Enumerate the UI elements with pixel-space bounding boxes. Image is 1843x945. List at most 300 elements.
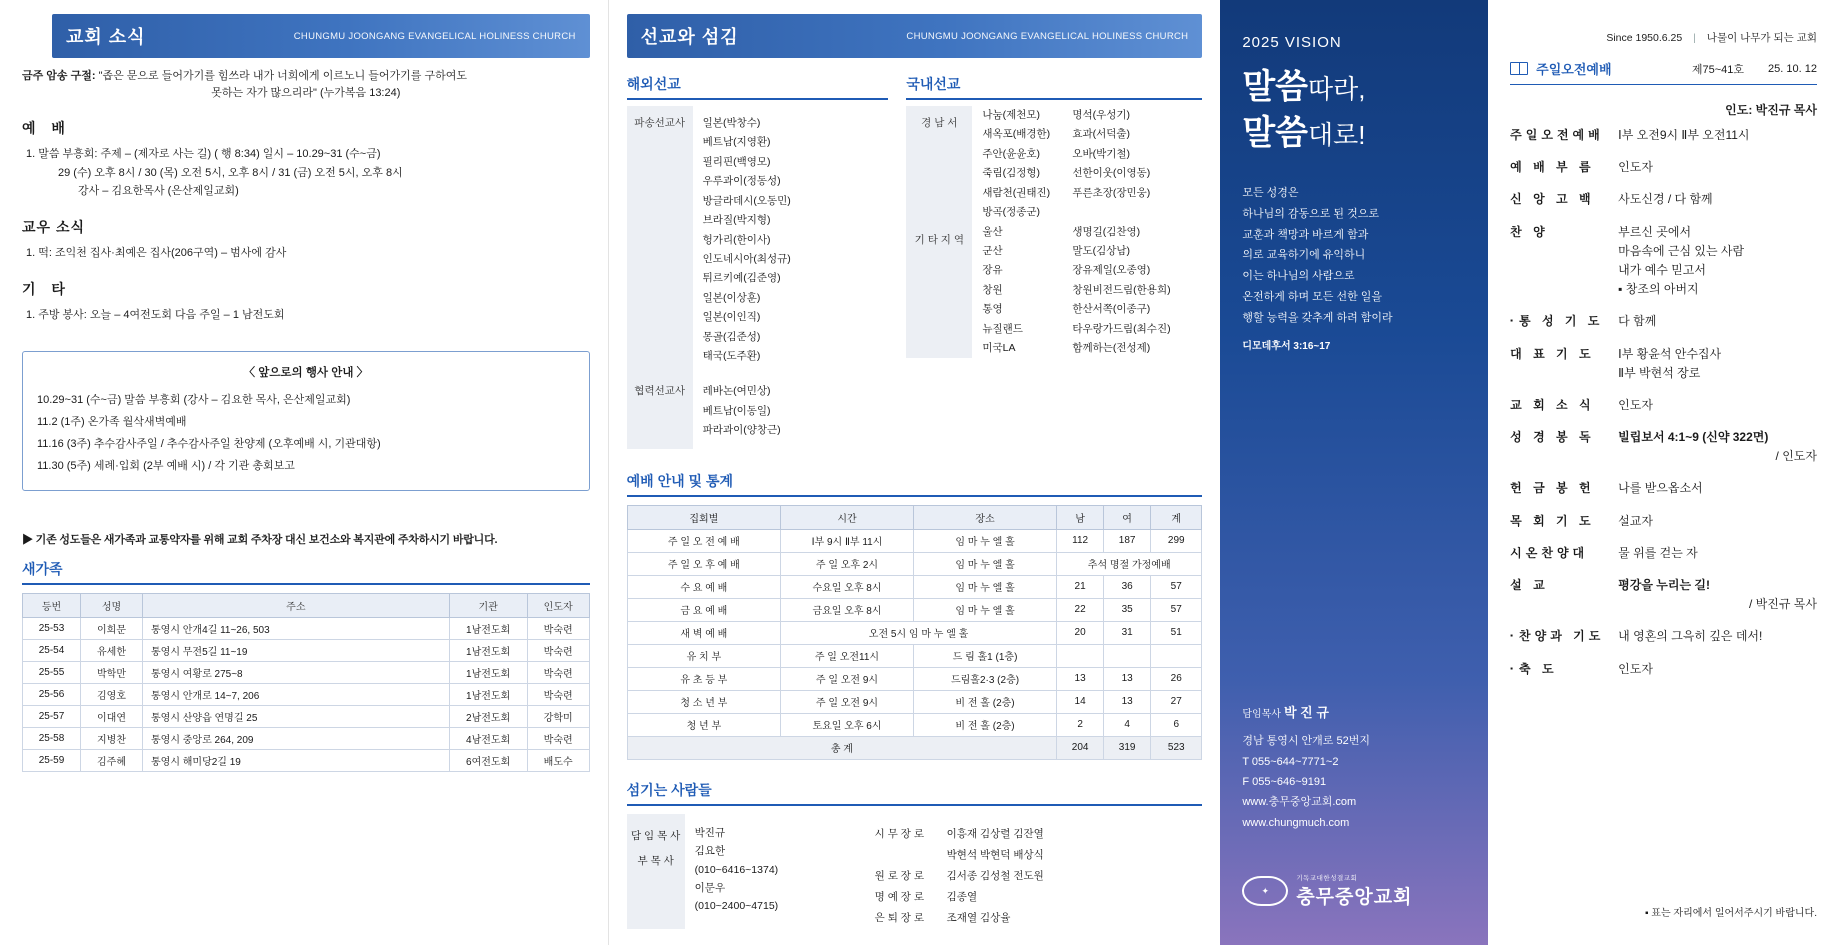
worship-head: 예 배 (22, 120, 71, 137)
cell-guide: 배도수 (527, 749, 589, 771)
verse-text-2: 못하는 자가 많으리라" (누가복음 13:24) (211, 87, 401, 100)
table-header-row (23, 593, 590, 617)
list-item: 방글라데시(오동민) (702, 194, 791, 207)
cell-name: 김주혜 (81, 749, 143, 771)
order-value: Ⅰ부 오전9시 Ⅱ부 오전11시 (1618, 128, 1750, 142)
cell-total: 299 (1151, 529, 1202, 552)
order-label: 시온찬양대 (1510, 545, 1589, 560)
block-etc (22, 279, 590, 325)
overseas-head: 해외선교 (627, 74, 889, 100)
order-item-choir (1510, 544, 1817, 563)
issue-date: 25. 10. 12 (1768, 62, 1817, 75)
cell-group: 2남전도회 (449, 705, 527, 727)
order-label: 찬양과 기도 (1519, 629, 1605, 644)
scripture-line: 모든 성경은 (1242, 186, 1299, 199)
cell-female: 31 (1104, 621, 1151, 644)
cell-female: 36 (1104, 575, 1151, 598)
order-label-wrap (1510, 660, 1618, 677)
order-item-sermon (1510, 576, 1817, 614)
mission-panes (627, 74, 1203, 449)
church-logo (1242, 873, 1412, 909)
order-value-wrap (1618, 312, 1817, 331)
church-tel: T 055~644~7771~2 (1242, 755, 1339, 768)
section-title-ko: 교회 소식 (66, 27, 146, 47)
scripture-line: 교훈과 책망과 바르게 함과 (1242, 228, 1369, 241)
cell-guide: 박숙련 (527, 661, 589, 683)
value-senior-elder: 김서종 김성철 전도원 (946, 869, 1044, 882)
verse-label: 금주 암송 구절: (22, 70, 96, 82)
service-title: 주일오전예배 (1536, 62, 1612, 77)
cell-total: 6 (1151, 713, 1202, 736)
stats-head: 예배 안내 및 통계 (627, 471, 1203, 497)
label-retired-elder: 은 퇴 장 로 (874, 911, 924, 924)
cell-address: 통영시 안개4길 11~26, 503 (143, 617, 450, 639)
value-senior-pastor: 박진규 (694, 826, 726, 839)
order-value: 내 영혼의 그윽히 깊은 데서! (1618, 629, 1763, 644)
list-item: 일본(이인직) (702, 311, 761, 324)
order-value: 나를 받으옵소서 (1618, 481, 1703, 496)
cell-group: 1남전도회 (449, 617, 527, 639)
elder-labels (875, 824, 947, 929)
order-value: 사도신경 / 다 함께 (1618, 192, 1713, 207)
cell-total: 51 (1151, 621, 1202, 644)
list-item: 푸른초장(장민웅) (1072, 186, 1151, 199)
cell-female: 187 (1104, 529, 1151, 552)
order-label: 대 표 기 도 (1510, 346, 1595, 361)
order-value: 설교자 (1618, 513, 1653, 528)
list-item: 장유제일(오종영) (1072, 264, 1151, 277)
order-subvalue: ▪ 창조의 아버지 (1618, 282, 1699, 297)
elder-values (947, 824, 1044, 929)
order-value: 물 위를 걷는 자 (1618, 545, 1698, 560)
cell-male: 13 (1057, 667, 1104, 690)
cell-guide: 박숙련 (527, 617, 589, 639)
order-value: 평강을 누리는 길! (1618, 578, 1710, 592)
order-value-wrap (1618, 479, 1817, 498)
list-item: 창원비전드림(한용희) (1072, 283, 1171, 296)
gyeongnam-lists (972, 106, 1202, 223)
list-item: 말도(김상남) (1072, 244, 1131, 257)
order-value-wrap (1618, 627, 1817, 646)
value-associate-2: 이문우 (694, 881, 726, 894)
cell-place: 드 림 홀1 (1층) (913, 644, 1056, 667)
cell-group: 6여전도회 (449, 749, 527, 771)
cell-female: 35 (1104, 598, 1151, 621)
list-item: 베트남(지영환) (702, 136, 771, 149)
cell-number: 25-57 (23, 705, 81, 727)
order-value: 인도자 (1618, 661, 1653, 676)
list-item: 군산 (982, 244, 1003, 257)
stand-note: ▪ 표는 자리에서 일어서주시기 바랍니다. (1644, 908, 1817, 919)
etc-head: 기 타 (22, 280, 71, 297)
list-item: 우루과이(정동성) (702, 175, 781, 188)
order-subvalue: Ⅱ부 박현석 장로 (1618, 365, 1701, 380)
upcoming-events-box (22, 351, 590, 491)
new-family-head: 새가족 (22, 559, 590, 585)
table-row (23, 617, 590, 639)
order-item-representative-prayer (1510, 345, 1817, 383)
table-row (627, 575, 1202, 598)
logo-denomination: 기독교대한성결교회 (1296, 875, 1358, 882)
cell-time: 주 일 오전11시 (781, 644, 914, 667)
section-header-mission (627, 14, 1203, 58)
logo-church-name: 충무중앙교회 (1296, 887, 1413, 908)
cell-male: 112 (1057, 529, 1104, 552)
other-col-a (972, 223, 1072, 359)
order-value-wrap (1618, 190, 1817, 209)
weekly-verse (22, 68, 590, 102)
order-list (1510, 126, 1817, 679)
col-female: 여 (1104, 505, 1151, 529)
section-title-en: CHUNGMU JOONGANG EVANGELICAL HOLINESS CHURCH (906, 30, 1189, 42)
order-label: 통 성 기 도 (1519, 314, 1604, 329)
order-value-wrap (1618, 345, 1817, 383)
order-value: Ⅰ부 황윤석 안수집사 (1618, 346, 1722, 361)
value-serving-elder-2: 박현석 박현덕 배상식 (946, 848, 1044, 861)
cell-place: 임 마 누 엘 홀 (913, 529, 1056, 552)
cell-place: 임 마 누 엘 홀 (913, 598, 1056, 621)
label-senior-pastor: 담 임 목 사 (630, 829, 681, 842)
cell-place: 비 전 홀 (2층) (913, 713, 1056, 736)
table-row (23, 661, 590, 683)
order-label: 설 교 (1510, 578, 1549, 592)
cell-time: 수요일 오후 8시 (781, 575, 914, 598)
domestic-etc-grid (906, 223, 1202, 359)
upcoming-event-1: 10.29~31 (수~금) 말씀 부흥회 (강사 – 김요한 목사, 은산제일교회) (37, 393, 351, 406)
table-row (627, 598, 1202, 621)
cell-female: 13 (1104, 690, 1151, 713)
section-title-en: CHUNGMU JOONGANG EVANGELICAL HOLINESS CHURCH (293, 30, 576, 42)
vision-slogan (1242, 65, 1466, 157)
order-item-pastoral-prayer (1510, 512, 1817, 531)
list-item: 함께하는(전성제) (1072, 342, 1151, 355)
table-row (627, 552, 1202, 575)
order-item-church-news (1510, 396, 1817, 415)
book-icon (1510, 62, 1528, 75)
worship-item-1: 1. 말씀 부흥회: 주제 – (제자로 사는 길) ( 행 8:34) 일시 – 10.29~31 (수~금) (26, 148, 381, 161)
upcoming-event-2: 11.2 (1주) 온가족 월삭새벽예배 (37, 415, 187, 428)
label-honorary-elder: 명 예 장 로 (874, 890, 924, 903)
parking-note: ▶ 기존 성도들은 새가족과 교통약자를 위해 교회 주차장 대신 보건소와 복지관에 주차하시기 바랍니다. (22, 533, 498, 546)
pane-domestic-mission (906, 74, 1202, 449)
square-bullet-icon: ▪ (1510, 631, 1518, 641)
order-value-wrap (1618, 576, 1817, 614)
order-value-wrap (1618, 428, 1817, 466)
church-website-1[interactable]: www.충무중앙교회.com (1242, 796, 1357, 809)
list-item: 주안(윤윤호) (982, 147, 1041, 160)
cell-female: 13 (1104, 667, 1151, 690)
value-associate-1: 김요한 (694, 845, 726, 858)
table-row (23, 727, 590, 749)
list-item: 한산서쪽(이종구) (1072, 303, 1151, 316)
issue-number: 제75~41호 (1691, 63, 1745, 76)
vision-year: 2025 VISION (1242, 34, 1342, 51)
col-meeting: 집회별 (627, 505, 780, 529)
table-header-row (627, 505, 1202, 529)
order-label: 목 회 기 도 (1510, 513, 1595, 528)
scripture-line: 이는 하나님의 사람으로 (1242, 270, 1355, 283)
cell-male-total: 204 (1057, 736, 1104, 759)
list-item: 효과(서덕출) (1072, 128, 1131, 141)
pastor-line (1242, 701, 1370, 725)
column-order-of-worship (1488, 0, 1843, 945)
order-value-right: / 박진규 목사 (1749, 597, 1817, 612)
order-label-wrap (1510, 627, 1618, 644)
col-place: 장소 (913, 505, 1056, 529)
col-total: 계 (1151, 505, 1202, 529)
list-item: 새람천(권태진) (982, 186, 1051, 199)
list-item: 명석(우성기) (1072, 109, 1131, 121)
value-honorary-elder: 김종열 (946, 890, 978, 903)
dove-icon: ✦ (1242, 876, 1288, 906)
order-subvalue: 내가 예수 믿고서 (1618, 262, 1706, 277)
value-retired-elder: 조재열 김상율 (946, 911, 1011, 924)
order-value: 인도자 (1618, 397, 1653, 412)
cell-time: 토요일 오후 6시 (781, 713, 914, 736)
table-row (627, 621, 1202, 644)
list-item: 레바논(여민상) (702, 385, 771, 398)
list-item: 몽골(김준성) (702, 330, 761, 343)
order-label: 축 도 (1519, 661, 1558, 676)
list-item: 필리핀(백영모) (702, 155, 771, 168)
cell-male: 20 (1057, 621, 1104, 644)
logo-text (1296, 873, 1412, 909)
church-contact-block (1242, 701, 1370, 833)
upcoming-event-3: 11.16 (3주) 추수감사주일 / 추수감사주일 찬양제 (오후예배 시, 기관대항) (37, 437, 381, 450)
cell-name: 박학만 (81, 661, 143, 683)
cell-number: 25-58 (23, 727, 81, 749)
cell-guide: 박숙련 (527, 639, 589, 661)
col-address: 주소 (143, 593, 450, 617)
cell-male: 22 (1057, 598, 1104, 621)
cell-male: 14 (1057, 690, 1104, 713)
order-value-wrap (1618, 126, 1817, 145)
upcoming-event-4: 11.30 (5주) 세례·입회 (2부 예배 시) / 각 기관 총회보고 (37, 459, 295, 472)
list-item: 뉴질랜드 (982, 322, 1023, 335)
vision-scripture (1242, 183, 1466, 356)
col-time: 시간 (781, 505, 914, 529)
cell-grand-total: 523 (1151, 736, 1202, 759)
cell-total-label: 총 계 (627, 736, 1056, 759)
pastor-name: 박 진 규 (1284, 705, 1329, 721)
col-male: 남 (1057, 505, 1104, 529)
label-other-region: 기 타 지 역 (906, 223, 972, 359)
cell-total: 57 (1151, 575, 1202, 598)
table-row (23, 639, 590, 661)
order-value-right: / 인도자 (1775, 449, 1817, 464)
other-col-b (1072, 223, 1202, 359)
list-item: 선한이웃(이영동) (1072, 167, 1151, 180)
order-value: 부르신 곳에서 (1618, 224, 1692, 239)
order-value-wrap (1618, 660, 1817, 679)
cell-meeting: 주 일 오 후 예 배 (627, 552, 780, 575)
value-associate-1-phone: (010~6416~1374) (694, 863, 779, 876)
table-row (23, 749, 590, 771)
value-associate-2-phone: (010~2400~4715) (694, 900, 779, 913)
order-value: 빌립보서 4:1~9 (신약 322면) (1618, 430, 1769, 445)
cell-female (1104, 644, 1151, 667)
scripture-reference: 디모데후서 3:16~17 (1242, 341, 1331, 353)
service-leader: 인도: 박진규 목사 (1725, 103, 1817, 117)
cell-meeting: 수 요 예 배 (627, 575, 780, 598)
label-sent-missionary: 파송선교사 (627, 106, 693, 374)
order-subvalue: 마음속에 근심 있는 사람 (1618, 243, 1745, 258)
table-row-total (627, 736, 1202, 759)
order-label: 찬 양 (1510, 224, 1549, 239)
cell-time: 금요일 오후 8시 (781, 598, 914, 621)
servants-grid (627, 814, 1203, 929)
church-address: 경남 통영시 안개로 52번지 (1242, 735, 1370, 748)
cell-address: 통영시 안개로 14~7, 206 (143, 683, 450, 705)
col-guide: 인도자 (527, 593, 589, 617)
members-item-1: 1. 떡: 조익천 집사·최예은 집사(206구역) – 범사에 감사 (26, 247, 287, 260)
members-head: 교우 소식 (22, 219, 85, 236)
list-item: 인도네시아(최성규) (702, 252, 791, 265)
cell-guide: 박숙련 (527, 683, 589, 705)
label-coop-missionary: 협력선교사 (627, 374, 693, 448)
vision-slogan-line-2 (1242, 111, 1466, 157)
sent-missionary-list (693, 106, 791, 374)
cell-address: 통영시 무전5길 11~19 (143, 639, 450, 661)
order-value-wrap (1618, 544, 1817, 563)
order-item-creed (1510, 190, 1817, 209)
cell-meeting: 청 소 년 부 (627, 690, 780, 713)
elders-block (875, 814, 1044, 929)
cell-time: 주 일 오전 9시 (781, 690, 914, 713)
cell-guide: 박숙련 (527, 727, 589, 749)
cell-meeting: 유 치 부 (627, 644, 780, 667)
order-value-wrap (1618, 158, 1817, 177)
cell-meeting: 금 요 예 배 (627, 598, 780, 621)
list-item: 방곡(정종군) (982, 206, 1041, 219)
list-item: 튀르키예(김준영) (702, 272, 781, 285)
worship-item-2: 29 (수) 오후 8시 / 30 (목) 오전 5시, 오후 8시 / 31 (금) 오전 5시, 오후 8시 (58, 166, 403, 179)
cell-number: 25-56 (23, 683, 81, 705)
order-item-service-times (1510, 126, 1817, 145)
cell-note: 추석 명절 가정예배 (1057, 552, 1202, 575)
order-label: 예 배 부 름 (1510, 160, 1595, 175)
list-item: 일본(박창수) (702, 117, 761, 129)
cell-name: 지병찬 (81, 727, 143, 749)
list-item: 헝가리(한이사) (702, 233, 771, 246)
order-value-wrap (1618, 223, 1817, 300)
column-church-news (0, 0, 608, 945)
worship-stats-table (627, 505, 1203, 760)
block-members (22, 217, 590, 263)
order-label: 성 경 봉 독 (1510, 430, 1595, 445)
since-line (1510, 30, 1817, 45)
cell-number: 25-55 (23, 661, 81, 683)
list-item: 오바(박기철) (1072, 147, 1131, 160)
cell-name: 이희문 (81, 617, 143, 639)
order-value-wrap (1618, 512, 1817, 531)
cell-time: Ⅰ부 9시 Ⅱ부 11시 (781, 529, 914, 552)
cell-female: 4 (1104, 713, 1151, 736)
cell-place: 드림홀2·3 (2층) (913, 667, 1056, 690)
pane-overseas-mission (627, 74, 889, 449)
cell-group: 1남전도회 (449, 683, 527, 705)
col-number: 등번 (23, 593, 81, 617)
cell-number: 25-59 (23, 749, 81, 771)
list-item: 장유 (982, 264, 1003, 277)
servant-values (685, 814, 875, 929)
cell-total: 57 (1151, 598, 1202, 621)
order-label: 교 회 소 식 (1510, 397, 1595, 412)
vision-slogan-line-1 (1242, 65, 1466, 111)
cell-female-total: 319 (1104, 736, 1151, 759)
block-worship (22, 118, 590, 201)
vision-word-1: 말씀 (1242, 68, 1309, 106)
column-mission (609, 0, 1221, 945)
col-name: 성명 (81, 593, 143, 617)
gyeongnam-col-b (1072, 106, 1202, 223)
list-item: 나눔(제천모) (982, 109, 1041, 121)
scripture-line: 온전하게 하며 모든 선한 일을 (1242, 291, 1383, 304)
gyeongnam-col-a (972, 106, 1072, 223)
worship-stats-section (627, 471, 1203, 760)
cell-name: 유세한 (81, 639, 143, 661)
order-item-praise-and-prayer (1510, 627, 1817, 646)
domestic-gn-grid (906, 106, 1202, 223)
order-label: 주일오전예배 (1510, 128, 1604, 142)
order-item-scripture-reading (1510, 428, 1817, 466)
table-row (627, 529, 1202, 552)
church-tagline: 나물이 나무가 되는 교회 (1706, 32, 1817, 44)
table-row (23, 683, 590, 705)
cell-group: 4남전도회 (449, 727, 527, 749)
list-item: 죽림(김정형) (982, 167, 1041, 180)
cell-time: 주 일 오전 9시 (781, 667, 914, 690)
list-item: 일본(이상훈) (702, 291, 761, 304)
table-row (23, 705, 590, 727)
divider-glyph: | (1693, 32, 1696, 44)
cell-meeting: 유 초 등 부 (627, 667, 780, 690)
new-family-table (22, 593, 590, 772)
cell-place: 임 마 누 엘 홀 (913, 552, 1056, 575)
new-family-section (22, 559, 590, 772)
list-item: 파라과이(양창근) (702, 424, 781, 437)
order-value: 다 함께 (1618, 314, 1657, 329)
table-row (627, 644, 1202, 667)
overseas-sent-grid (627, 106, 889, 374)
order-label: 신 앙 고 백 (1510, 192, 1595, 207)
list-item: 통영 (982, 303, 1003, 316)
table-row (627, 713, 1202, 736)
square-bullet-icon: ▪ (1510, 316, 1518, 326)
label-gyeongnam: 경 남 서 (906, 106, 972, 223)
list-item: 창원 (982, 283, 1003, 296)
section-title-ko: 선교와 섬김 (640, 27, 739, 47)
church-website-2[interactable]: www.chungmuch.com (1242, 816, 1350, 829)
cell-group: 1남전도회 (449, 661, 527, 683)
order-item-offering (1510, 479, 1817, 498)
section-header-church-news (52, 14, 590, 58)
label-associate-pastor: 부 목 사 (637, 854, 674, 867)
cell-male: 21 (1057, 575, 1104, 598)
verse-text-1: "좁은 문으로 들어가기를 힘쓰라 내가 너희에게 이르노니 들어가기를 구하여도 (98, 70, 467, 82)
service-header (1510, 59, 1817, 85)
list-item: 울산 (982, 225, 1003, 238)
label-senior-elder: 원 로 장 로 (874, 869, 924, 882)
vision-word-2: 말씀 (1242, 113, 1309, 152)
cell-total: 27 (1151, 690, 1202, 713)
cell-number: 25-54 (23, 639, 81, 661)
cell-name: 이대연 (81, 705, 143, 727)
pastor-label: 담임목사 (1242, 709, 1281, 721)
order-label-wrap (1510, 312, 1618, 329)
scripture-line: 행할 능력을 갖추게 하려 함이라 (1242, 312, 1393, 325)
cell-group: 1남전도회 (449, 639, 527, 661)
